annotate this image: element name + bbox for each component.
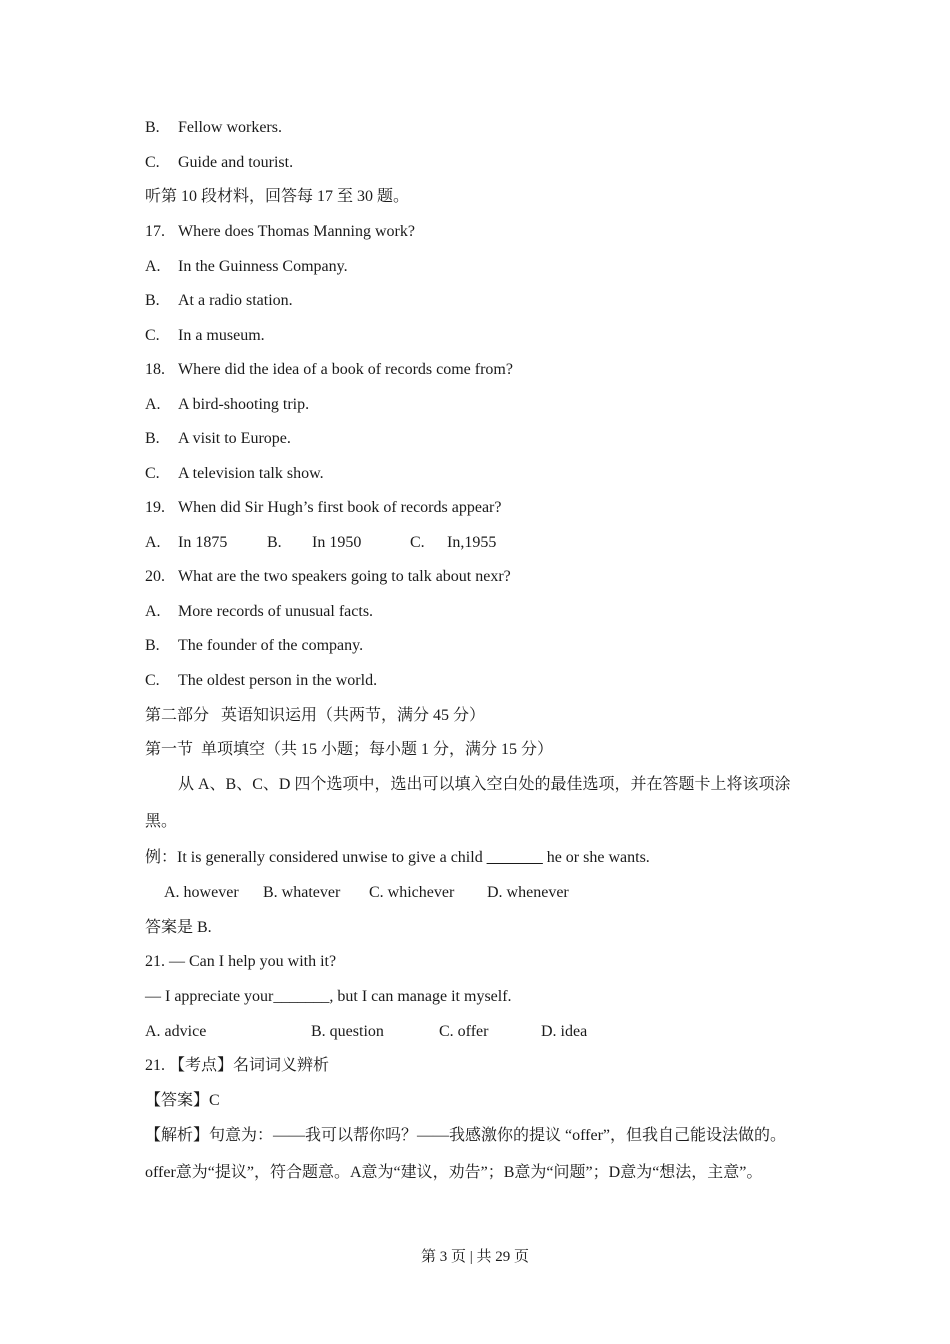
option-text: Guide and tourist. bbox=[178, 154, 294, 171]
option-label: C. bbox=[145, 465, 160, 482]
question-18 bbox=[145, 360, 513, 380]
example-blank: _______ bbox=[486, 849, 543, 866]
example-answer: 答案是 B. bbox=[145, 919, 212, 936]
option-label: C. bbox=[410, 534, 425, 551]
option-text: A television talk show. bbox=[178, 465, 324, 482]
option-label: B. bbox=[145, 430, 160, 447]
part-heading: 第二部分 英语知识运用（共两节，满分 45 分） bbox=[145, 707, 486, 724]
section-instruction: 听第 10 段材料，回答每 17 至 30 题。 bbox=[145, 188, 410, 205]
question-19 bbox=[145, 498, 501, 518]
page-footer: 第 3 页 | 共 29 页 bbox=[420, 1249, 529, 1265]
question-20 bbox=[145, 567, 511, 587]
option-text: A visit to Europe. bbox=[178, 430, 291, 447]
example-option-c: C. whichever bbox=[369, 884, 455, 901]
option-label: A. bbox=[145, 534, 161, 551]
question-text: When did Sir Hugh’s first book of records appear? bbox=[178, 499, 502, 516]
question-number: 17. bbox=[145, 223, 165, 240]
option-d: D. idea bbox=[541, 1023, 588, 1040]
option-label: B. bbox=[145, 292, 160, 309]
option-row bbox=[145, 533, 496, 553]
instructions-paragraph: 从 A、B、C、D 四个选项中，选出可以填入空白处的最佳选项，并在答题卡上将该项涂黑。 bbox=[145, 776, 791, 830]
option-text: Fellow workers. bbox=[178, 119, 282, 136]
option-label: B. bbox=[267, 534, 282, 551]
answer-point: 21. 【考点】名词词义辨析 bbox=[145, 1057, 330, 1074]
option-label: B. bbox=[145, 119, 160, 136]
question-text: Where does Thomas Manning work? bbox=[178, 223, 415, 240]
option-label: C. bbox=[145, 327, 160, 344]
question-17 bbox=[145, 222, 415, 242]
option-text: The founder of the company. bbox=[178, 637, 364, 654]
question-number: 19. bbox=[145, 499, 165, 516]
question-21-options bbox=[145, 1022, 587, 1042]
example-options bbox=[164, 883, 569, 903]
option-text: In,1955 bbox=[447, 534, 497, 551]
option-text: The oldest person in the world. bbox=[178, 672, 378, 689]
question-21: 21. — Can I help you with it? bbox=[145, 953, 337, 970]
question-21-response: — I appreciate your_______, but I can manage it myself. bbox=[145, 988, 512, 1005]
option-line bbox=[145, 602, 373, 622]
option-label: A. bbox=[145, 396, 161, 413]
option-line bbox=[145, 326, 265, 346]
option-text: In 1950 bbox=[312, 534, 362, 551]
example-option-b: B. whatever bbox=[263, 884, 341, 901]
option-line bbox=[145, 118, 282, 138]
option-line bbox=[145, 395, 309, 415]
example-option-d: D. whenever bbox=[487, 884, 569, 901]
example-prefix: 例：It is generally considered unwise to give a child bbox=[145, 849, 487, 866]
option-text: At a radio station. bbox=[178, 292, 293, 309]
option-line bbox=[145, 257, 348, 277]
section-heading: 第一节 单项填空（共 15 小题；每小题 1 分，满分 15 分） bbox=[145, 741, 554, 758]
option-line bbox=[145, 291, 293, 311]
option-label: C. bbox=[145, 672, 160, 689]
question-text: Where did the idea of a book of records come from? bbox=[178, 361, 513, 378]
question-number: 18. bbox=[145, 361, 165, 378]
option-label: A. bbox=[145, 258, 161, 275]
option-a: A. advice bbox=[145, 1023, 207, 1040]
example-sentence bbox=[145, 848, 650, 868]
option-text: In a museum. bbox=[178, 327, 265, 344]
option-text: More records of unusual facts. bbox=[178, 603, 374, 620]
option-c: C. offer bbox=[439, 1023, 489, 1040]
answer-key: 【答案】C bbox=[145, 1092, 220, 1109]
option-label: A. bbox=[145, 603, 161, 620]
option-label: C. bbox=[145, 154, 160, 171]
option-b: B. question bbox=[311, 1023, 384, 1040]
question-text: What are the two speakers going to talk about nexr? bbox=[178, 568, 511, 585]
option-line bbox=[145, 429, 291, 449]
option-line bbox=[145, 636, 363, 656]
option-text: In the Guinness Company. bbox=[178, 258, 348, 275]
answer-explanation: 【解析】句意为：——我可以帮你吗？——我感激你的提议 “offer”，但我自己能设法做的。offer意为“提议”，符合题意。A意为“建议，劝告”；B意为“问题”；D意为“想法，主意”。 bbox=[145, 1127, 787, 1181]
option-line bbox=[145, 671, 377, 691]
option-text: In 1875 bbox=[178, 534, 228, 551]
option-line bbox=[145, 464, 324, 484]
option-line bbox=[145, 153, 293, 173]
option-label: B. bbox=[145, 637, 160, 654]
option-text: A bird-shooting trip. bbox=[178, 396, 310, 413]
example-suffix: he or she wants. bbox=[542, 849, 650, 866]
question-number: 20. bbox=[145, 568, 165, 585]
example-option-a: A. however bbox=[164, 884, 239, 901]
